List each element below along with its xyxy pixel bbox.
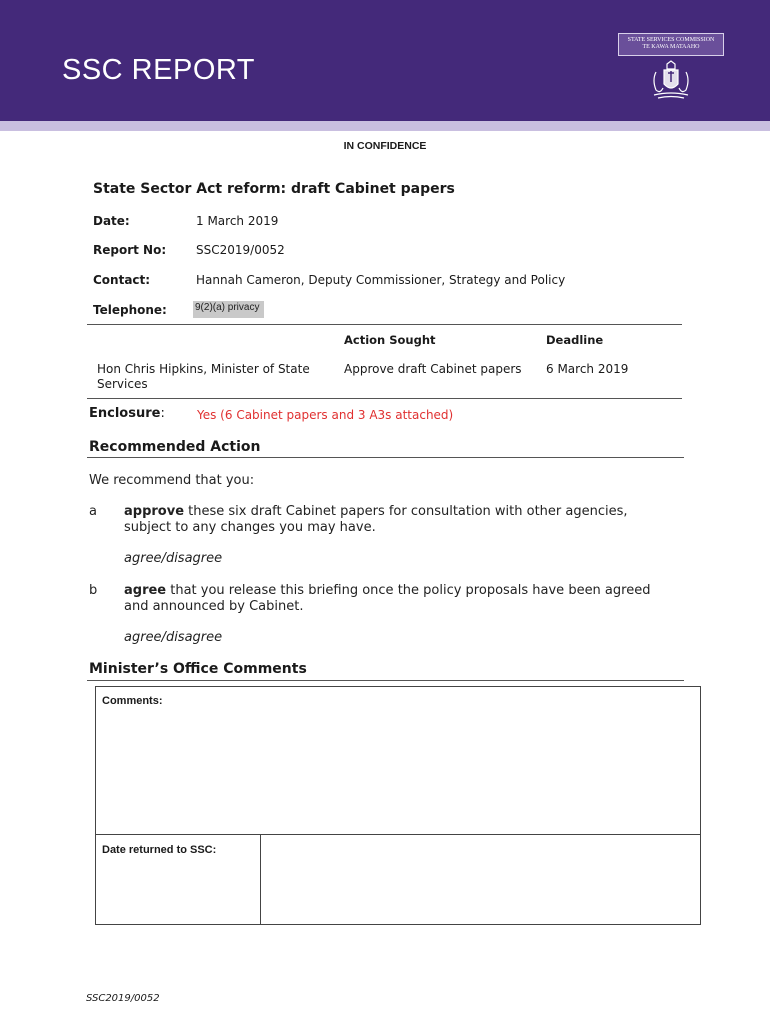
- recipient-cell: Hon Chris Hipkins, Minister of State Services: [97, 362, 310, 391]
- comments-form-box: [95, 686, 701, 925]
- deadline-header: Deadline: [546, 333, 604, 347]
- recommend-intro: We recommend that you:: [89, 473, 255, 488]
- ministers-heading-rule: [87, 680, 684, 681]
- report-no-label: Report No:: [93, 243, 167, 257]
- org-name-line1: STATE SERVICES COMMISSION: [627, 37, 715, 43]
- item-b-response: agree/disagree: [124, 630, 223, 645]
- header-stripe: [0, 121, 770, 131]
- footer-report-number: SSC2019/0052: [86, 993, 160, 1004]
- item-b-text: agree that you release this briefing once the policy proposals have been agreed and announced by Cabinet.: [124, 583, 651, 614]
- action-sought-header: Action Sought: [344, 333, 436, 347]
- table-top-rule: [87, 324, 682, 325]
- ssc-logo-box: [618, 33, 724, 56]
- comments-box-divider: [96, 834, 700, 835]
- item-a-text: approve these six draft Cabinet papers for consultation with other agencies, subject to any changes you may have.: [124, 504, 628, 535]
- classification-marking: IN CONFIDENCE: [343, 140, 427, 152]
- item-a-letter: a: [89, 504, 97, 519]
- contact-value: Hannah Cameron, Deputy Commissioner, Strategy and Policy: [196, 273, 566, 287]
- recommended-action-heading: Recommended Action: [89, 439, 261, 455]
- table-bottom-rule: [87, 398, 682, 399]
- deadline-cell: 6 March 2019: [546, 362, 629, 376]
- date-returned-divider: [260, 834, 261, 924]
- comments-label: Comments:: [102, 695, 163, 707]
- nz-coat-of-arms-icon: [648, 60, 694, 100]
- recommended-heading-rule: [87, 457, 684, 458]
- report-type-title: SSC REPORT: [62, 54, 256, 86]
- date-value: 1 March 2019: [196, 214, 279, 228]
- org-name-line2: TE KAWA MATAAHO: [642, 44, 700, 51]
- item-b-letter: b: [89, 583, 98, 598]
- date-returned-label: Date returned to SSC:: [102, 844, 217, 856]
- report-no-value: SSC2019/0052: [196, 243, 285, 257]
- telephone-label: Telephone:: [93, 303, 167, 317]
- enclosure-label: Enclosure:: [89, 406, 165, 421]
- telephone-redacted-value: 9(2)(a) privacy: [193, 301, 264, 318]
- date-label: Date:: [93, 214, 130, 228]
- item-a-response: agree/disagree: [124, 551, 223, 566]
- document-title: State Sector Act reform: draft Cabinet papers: [93, 181, 455, 197]
- action-sought-cell: Approve draft Cabinet papers: [344, 362, 522, 376]
- ministers-office-heading: Minister’s Office Comments: [89, 661, 307, 677]
- contact-label: Contact:: [93, 273, 151, 287]
- enclosure-value: Yes (6 Cabinet papers and 3 A3s attached): [197, 408, 454, 422]
